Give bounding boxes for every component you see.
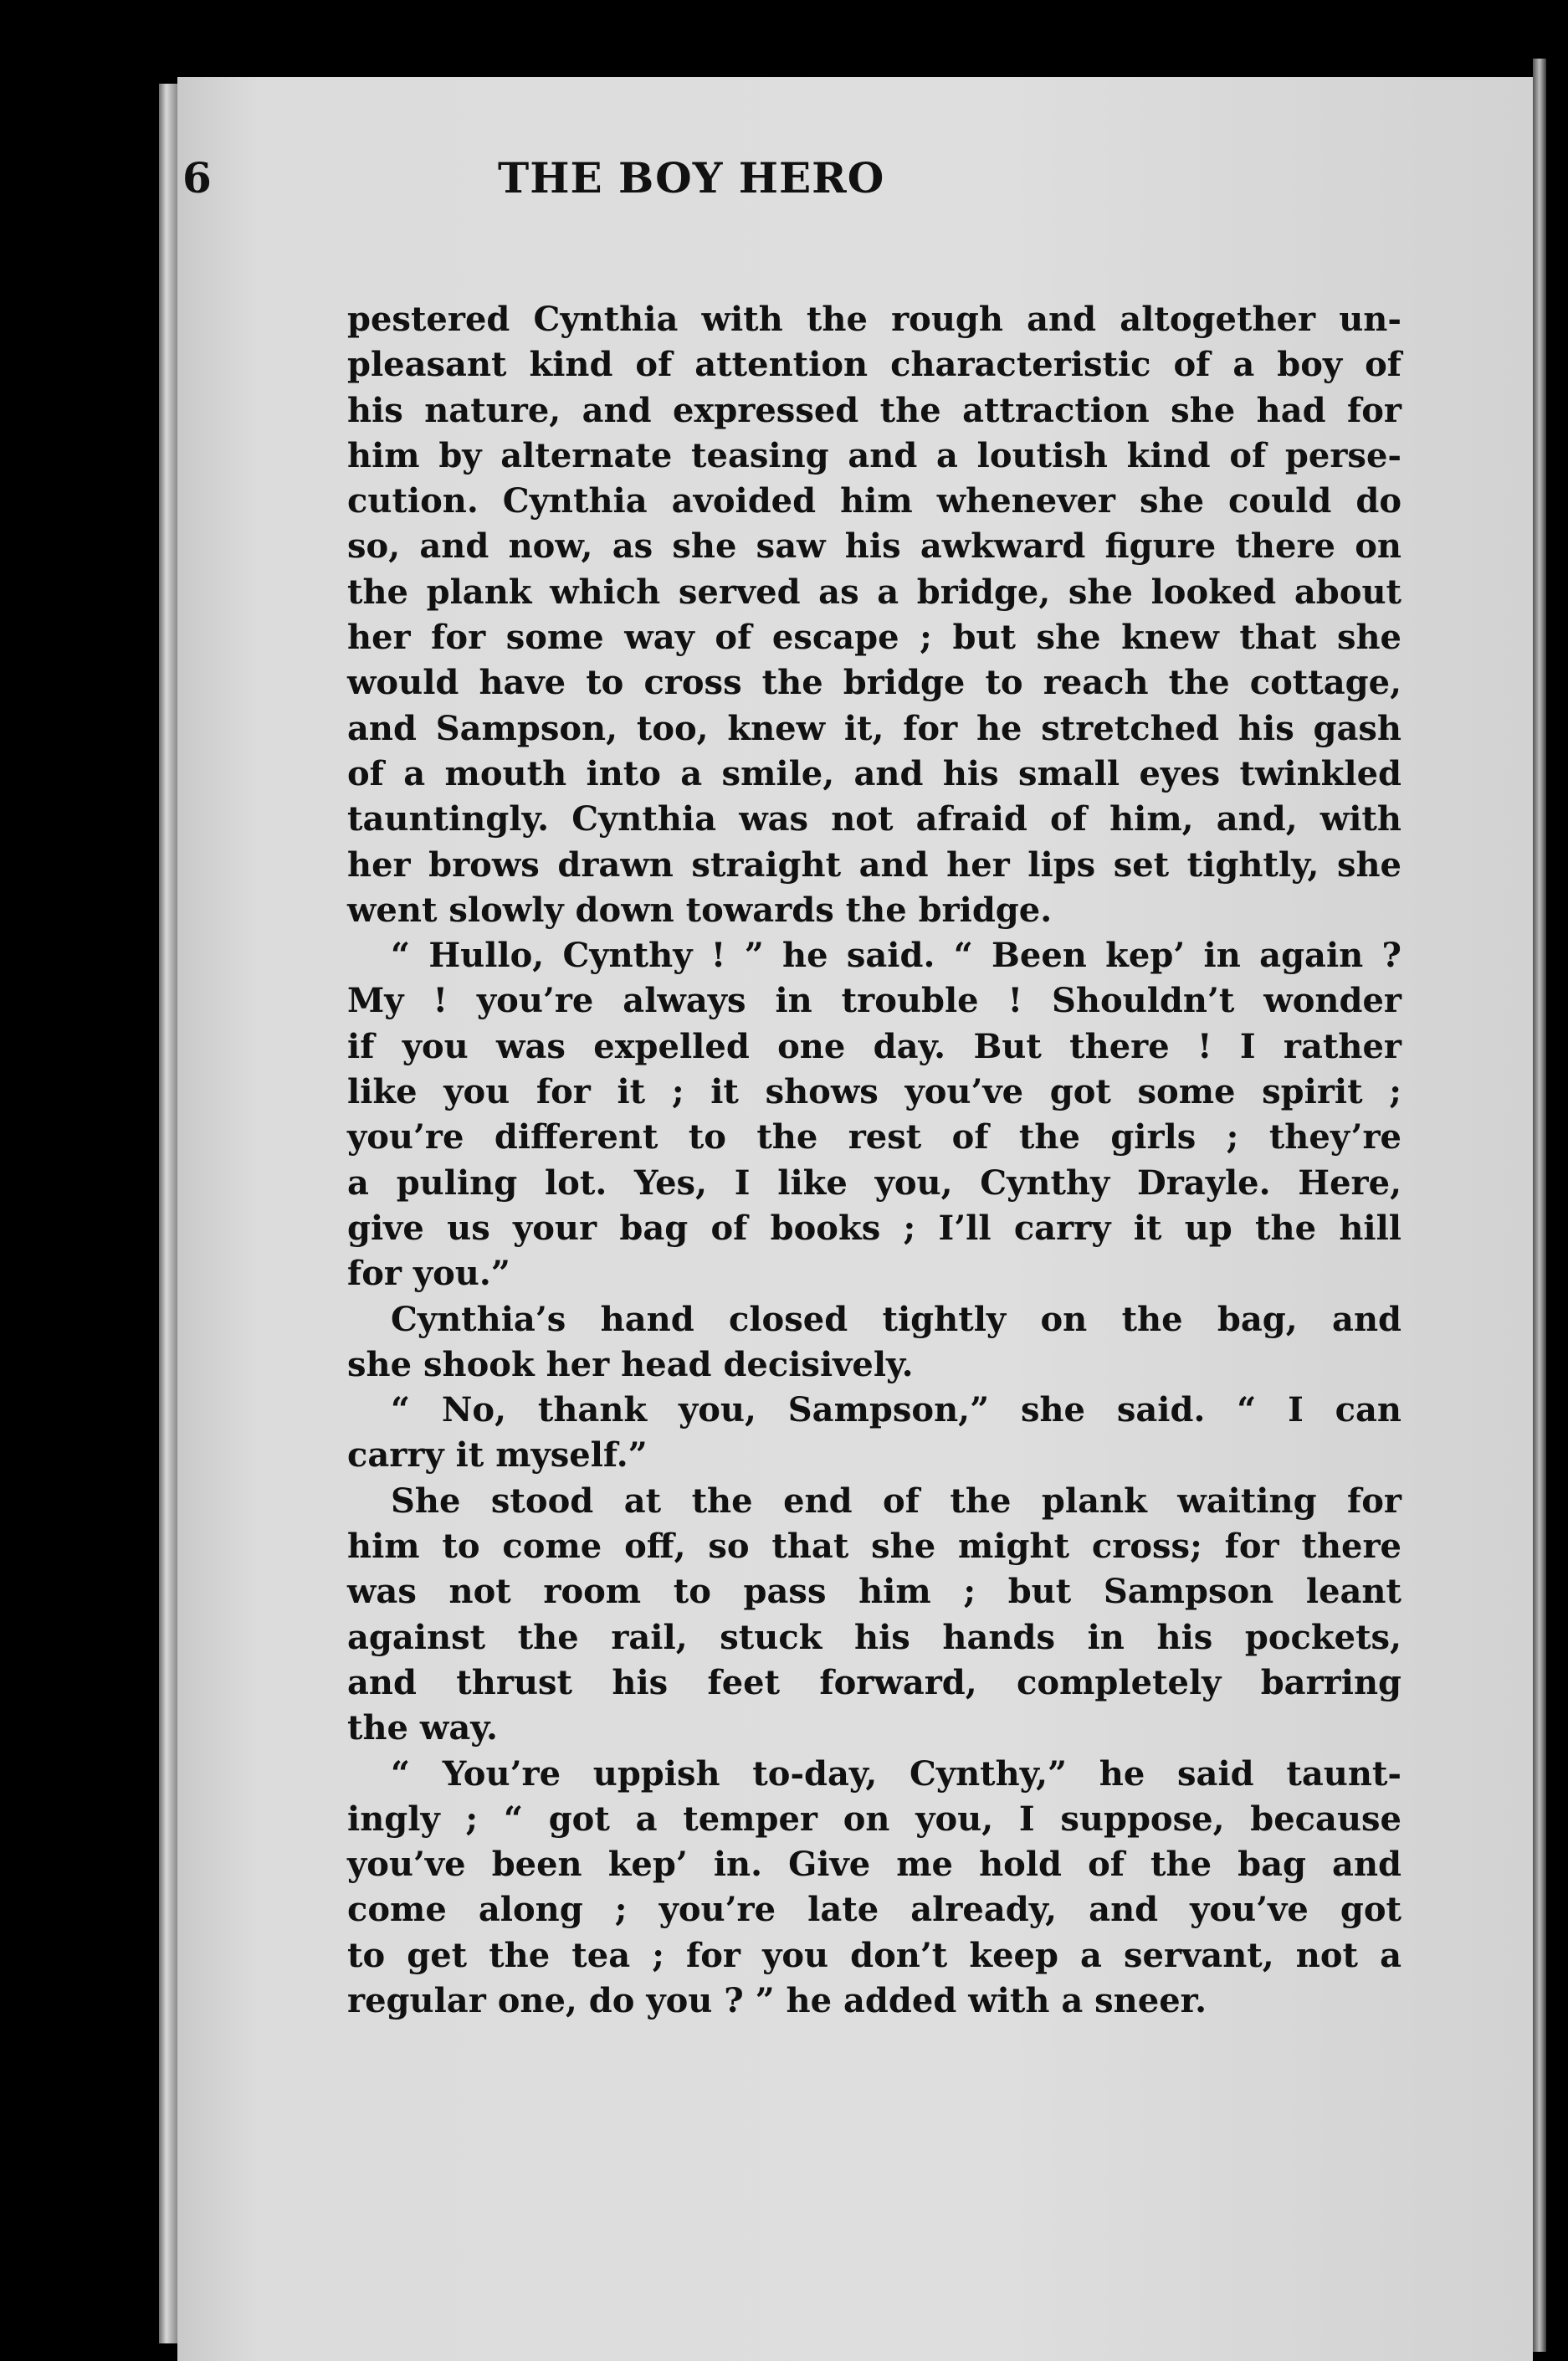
text-line: cution. Cynthia avoided him whenever she could do	[347, 481, 1401, 521]
text-line: the plank which served as a bridge, she looked about	[347, 572, 1401, 612]
book-right-edge	[1533, 59, 1546, 2352]
text-line: the way.	[347, 1708, 498, 1748]
text-line: regular one, do you ? ” he added with a sneer.	[347, 1980, 1207, 2020]
text-line: tauntingly. Cynthia was not afraid of him, and, with	[347, 799, 1401, 839]
text-line: would have to cross the bridge to reach the cottage,	[347, 663, 1401, 703]
text-line: a puling lot. Yes, I like you, Cynthy Drayle. Here,	[347, 1163, 1401, 1203]
text-line: you’ve been kep’ in. Give me hold of the bag and	[347, 1845, 1401, 1885]
book-spine-edge	[159, 84, 177, 2343]
page-number: 6	[182, 153, 212, 203]
text-line: give us your bag of books ; I’ll carry it up the hill	[347, 1208, 1401, 1248]
text-line: her for some way of escape ; but she knew that she	[347, 618, 1401, 658]
text-line: and thrust his feet forward, completely barring	[347, 1662, 1401, 1702]
text-line: carry it myself.”	[347, 1435, 648, 1476]
text-line: ingly ; “ got a temper on you, I suppose, because	[347, 1799, 1401, 1839]
text-line: his nature, and expressed the attraction she had for	[347, 390, 1401, 430]
text-line: if you was expelled one day. But there ! I rather	[347, 1026, 1401, 1066]
text-line: “ Hullo, Cynthy ! ” he said. “ Been kep’ in again ?	[391, 936, 1401, 976]
text-line: like you for it ; it shows you’ve got some spirit ;	[347, 1072, 1401, 1112]
text-line: her brows drawn straight and her lips set tightly, she	[347, 844, 1401, 885]
text-line: you’re different to the rest of the girls ; they’re	[347, 1117, 1401, 1157]
text-line: went slowly down towards the bridge.	[347, 890, 1053, 930]
text-line: pleasant kind of attention characteristic of a boy of	[347, 345, 1401, 385]
text-line: Cynthia’s hand closed tightly on the bag, and	[391, 1299, 1401, 1339]
text-line: of a mouth into a smile, and his small eyes twinkled	[347, 753, 1401, 793]
running-title: THE BOY HERO	[498, 153, 885, 203]
text-line: My ! you’re always in trouble ! Shouldn’t wonder	[347, 981, 1401, 1021]
body-text	[347, 297, 1401, 2024]
text-line: was not room to pass him ; but Sampson leant	[347, 1572, 1401, 1612]
text-line: “ You’re uppish to-day, Cynthy,” he said taunt-	[391, 1753, 1401, 1794]
text-line: come along ; you’re late already, and you’ve got	[347, 1890, 1401, 1930]
text-line: him to come off, so that she might cross; for there	[347, 1527, 1401, 1567]
text-line: “ No, thank you, Sampson,” she said. “ I can	[391, 1390, 1401, 1430]
text-line: She stood at the end of the plank waiting for	[391, 1481, 1401, 1521]
text-line: she shook her head decisively.	[347, 1344, 914, 1384]
text-line: against the rail, stuck his hands in his pockets,	[347, 1617, 1401, 1657]
text-line: and Sampson, too, knew it, for he stretched his gash	[347, 708, 1401, 748]
text-line: so, and now, as she saw his awkward figure there on	[347, 526, 1401, 567]
text-line: him by alternate teasing and a loutish kind of perse-	[347, 435, 1401, 475]
text-line: pestered Cynthia with the rough and altogether un-	[347, 300, 1401, 339]
text-line: for you.”	[347, 1254, 510, 1294]
text-line: to get the tea ; for you don’t keep a servant, not a	[347, 1935, 1401, 1975]
